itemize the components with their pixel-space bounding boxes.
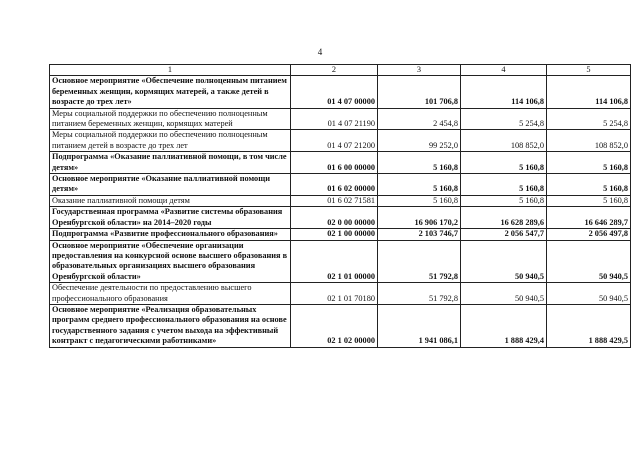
page-number: 4 [317,47,323,57]
row-value-col3: 101 706,8 [378,76,461,108]
row-value-col3: 1 941 086,1 [378,304,461,347]
row-name: Подпрограмма «Развитие профессионального образования» [50,229,291,240]
row-value-col3: 5 160,8 [378,152,461,174]
row-value-col4: 5 160,8 [461,195,547,206]
row-value-col3: 5 160,8 [378,174,461,196]
header-col-4: 4 [461,65,547,76]
header-col-1: 1 [50,65,291,76]
row-name: Меры социальной поддержки по обеспечению полноценным питанием беременных женщин, кормящих матерей [50,108,291,130]
row-value-col5: 50 940,5 [547,240,631,283]
table-row [50,304,631,347]
row-value-col5: 2 056 497,8 [547,229,631,240]
row-value-col4: 5 160,8 [461,174,547,196]
row-value-col4: 16 628 289,6 [461,207,547,229]
table-row [50,283,631,305]
row-value-col3: 16 906 170,2 [378,207,461,229]
row-value-col5: 108 852,0 [547,130,631,152]
row-value-col3: 2 103 746,7 [378,229,461,240]
row-value-col3: 99 252,0 [378,130,461,152]
table-row [50,207,631,229]
table-row [50,108,631,130]
table-row [50,240,631,283]
row-value-col3: 5 160,8 [378,195,461,206]
row-value-col5: 1 888 429,5 [547,304,631,347]
row-value-col5: 50 940,5 [547,283,631,305]
row-value-col4: 5 254,8 [461,108,547,130]
row-code: 01 4 07 21200 [291,130,378,152]
row-code: 02 1 01 00000 [291,240,378,283]
row-name: Обеспечение деятельности по предоставлению высшего профессионального образования [50,283,291,305]
row-value-col4: 50 940,5 [461,240,547,283]
row-value-col5: 16 646 289,7 [547,207,631,229]
row-value-col5: 5 254,8 [547,108,631,130]
row-code: 01 6 02 71581 [291,195,378,206]
row-name: Основное мероприятие «Обеспечение полноценным питанием беременных женщин, кормящих матерей, а также детей в возрасте до трех лет» [50,76,291,108]
row-code: 01 4 07 00000 [291,76,378,108]
row-value-col5: 5 160,8 [547,195,631,206]
row-code: 02 1 01 70180 [291,283,378,305]
row-code: 02 1 00 00000 [291,229,378,240]
table-row [50,174,631,196]
row-name: Государственная программа «Развитие системы образования Оренбургской области» на 2014–2020 годы [50,207,291,229]
header-col-3: 3 [378,65,461,76]
row-name: Основное мероприятие «Оказание паллиативной помощи детям» [50,174,291,196]
row-code: 01 4 07 21190 [291,108,378,130]
row-value-col3: 51 792,8 [378,283,461,305]
row-value-col3: 51 792,8 [378,240,461,283]
row-value-col4: 50 940,5 [461,283,547,305]
row-value-col5: 114 106,8 [547,76,631,108]
row-code: 02 1 02 00000 [291,304,378,347]
row-value-col4: 5 160,8 [461,152,547,174]
row-name: Основное мероприятие «Реализация образовательных программ среднего профессионального образования на основе государственного задания с учетом выхода на эффективный контракт с педагогическими работниками» [50,304,291,347]
header-col-2: 2 [291,65,378,76]
row-value-col3: 2 454,8 [378,108,461,130]
row-code: 01 6 02 00000 [291,174,378,196]
row-value-col4: 2 056 547,7 [461,229,547,240]
table-header-row [50,65,631,76]
row-name: Меры социальной поддержки по обеспечению полноценным питанием детей в возрасте до трех лет [50,130,291,152]
budget-table [49,64,631,348]
row-name: Подпрограмма «Оказание паллиативной помощи, в том числе детям» [50,152,291,174]
row-name: Оказание паллиативной помощи детям [50,195,291,206]
header-col-5: 5 [547,65,631,76]
row-value-col4: 1 888 429,4 [461,304,547,347]
row-value-col4: 108 852,0 [461,130,547,152]
row-value-col5: 5 160,8 [547,152,631,174]
row-name: Основное мероприятие «Обеспечение организации предоставления на конкурсной основе высшего образования в образовательных организациях высшего образования Оренбургской области» [50,240,291,283]
row-value-col4: 114 106,8 [461,76,547,108]
table-row [50,195,631,206]
row-code: 02 0 00 00000 [291,207,378,229]
row-code: 01 6 00 00000 [291,152,378,174]
table-row [50,76,631,108]
row-value-col5: 5 160,8 [547,174,631,196]
table-row [50,229,631,240]
table-row [50,130,631,152]
table-row [50,152,631,174]
